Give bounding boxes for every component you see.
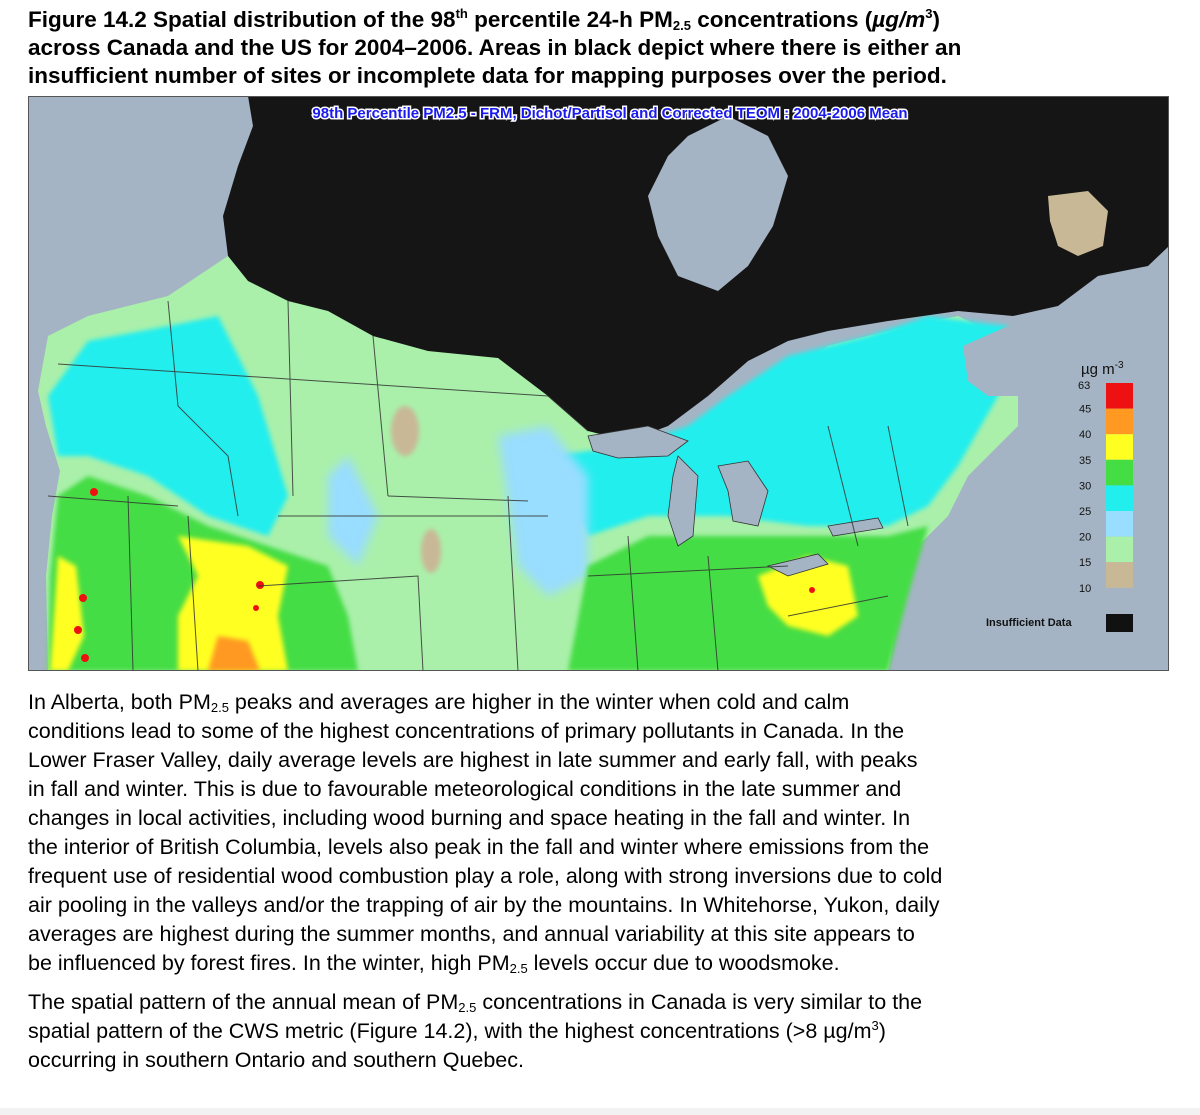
legend-unit-base: µg m xyxy=(1081,361,1115,378)
caption-line-2: across Canada and the US for 2004–2006. Areas in black depict where there is either an xyxy=(28,35,962,60)
paragraph-text: spatial pattern of the CWS metric (Figure 14.2), with the highest concentrations (>8 µg/m xyxy=(28,1019,872,1043)
legend-swatch xyxy=(1106,537,1133,563)
legend-swatch xyxy=(1106,409,1133,435)
legend-bin-label: 35 xyxy=(1079,454,1092,467)
paragraph-line: changes in local activities, including wood burning and space heating in the fall and winter. In xyxy=(28,806,911,830)
legend-swatch xyxy=(1106,511,1133,537)
paragraph-line: averages are highest during the summer months, and annual variability at this site appears to xyxy=(28,922,915,946)
paragraph-line xyxy=(28,949,1178,978)
legend-top-value: 63 xyxy=(1078,380,1091,392)
body-paragraph-1 xyxy=(28,688,1178,978)
hotspot xyxy=(90,488,98,496)
legend-bin-label: 40 xyxy=(1079,429,1092,442)
page-bottom-strip xyxy=(0,1108,1200,1115)
hotspot xyxy=(79,594,87,602)
caption-unit-exponent: 3 xyxy=(925,6,933,21)
hotspot xyxy=(81,654,89,662)
caption-text: Figure 14.2 Spatial distribution of the 98 xyxy=(28,7,456,32)
paragraph-line xyxy=(28,988,1178,1017)
hotspot xyxy=(809,587,815,593)
caption-line-1 xyxy=(28,6,1178,34)
body-paragraph-2 xyxy=(28,988,1178,1075)
paragraph-text: ) xyxy=(878,1019,886,1043)
hotspot xyxy=(256,581,264,589)
paragraph-text: peaks and averages are higher in the winter when cold and calm xyxy=(228,690,850,714)
paragraph-subscript: 2.5 xyxy=(509,961,528,976)
legend-bin-label: 30 xyxy=(1079,480,1092,493)
caption-unit: µg/m xyxy=(872,7,926,32)
legend-bin-label: 25 xyxy=(1079,506,1092,518)
legend-bins xyxy=(1079,383,1133,595)
paragraph-line: air pooling in the valleys and/or the trapping of air by the mountains. In Whitehorse, Yukon, daily xyxy=(28,893,940,917)
hotspot xyxy=(253,605,259,611)
caption-superscript: th xyxy=(455,6,468,21)
caption-text: concentrations ( xyxy=(691,7,873,32)
paragraph-text: levels occur due to woodsmoke. xyxy=(527,951,840,975)
pm25-map xyxy=(28,96,1169,671)
paragraph-text: In Alberta, both PM xyxy=(28,690,211,714)
map-title: 98th Percentile PM2.5 - FRM, Dichot/Partisol and Corrected TEOM : 2004-2006 Mean xyxy=(312,105,908,122)
legend-bin-label: 15 xyxy=(1079,557,1092,570)
legend-bin-label: 20 xyxy=(1079,531,1092,544)
paragraph-line: frequent use of residential wood combustion play a role, along with strong inversions due to cold xyxy=(28,864,943,888)
paragraph-line: Lower Fraser Valley, daily average levels are highest in late summer and early fall, with peaks xyxy=(28,748,918,772)
caption-text: percentile 24-h PM xyxy=(467,7,673,32)
paragraph-line xyxy=(28,1017,1178,1046)
hotspot xyxy=(74,626,82,634)
figure-caption xyxy=(28,6,1178,90)
paragraph-line: conditions lead to some of the highest concentrations of primary pollutants in Canada. In the xyxy=(28,719,905,743)
land-tan-1 xyxy=(391,406,419,456)
paragraph-subscript: 2.5 xyxy=(210,700,229,715)
legend-swatch xyxy=(1106,485,1133,511)
paragraph-text: be influenced by forest fires. In the winter, high PM xyxy=(28,951,510,975)
legend-bin-label: 45 xyxy=(1079,403,1092,416)
caption-line-3: insufficient number of sites or incomplete data for mapping purposes over the period. xyxy=(28,63,947,88)
legend-swatch xyxy=(1106,562,1133,588)
legend-unit-exponent: -3 xyxy=(1114,360,1124,371)
legend-swatch xyxy=(1106,434,1133,460)
caption-subscript: 2.5 xyxy=(672,18,691,33)
paragraph-line xyxy=(28,688,1178,717)
caption-text: ) xyxy=(932,7,940,32)
land-tan-2 xyxy=(421,529,441,573)
legend-swatch xyxy=(1106,460,1133,486)
paragraph-superscript: 3 xyxy=(871,1018,879,1033)
pm25-map-figure xyxy=(28,96,1169,671)
legend-insufficient-swatch xyxy=(1106,614,1133,632)
legend-bin-label: 10 xyxy=(1079,582,1092,595)
paragraph-subscript: 2.5 xyxy=(458,1000,477,1015)
legend-swatch xyxy=(1106,383,1133,409)
paragraph-text: The spatial pattern of the annual mean of PM xyxy=(28,990,459,1014)
paragraph-text: concentrations in Canada is very similar to the xyxy=(476,990,923,1014)
paragraph-line: the interior of British Columbia, levels also peak in the fall and winter where emissions from the xyxy=(28,835,930,859)
paragraph-line: occurring in southern Ontario and southern Quebec. xyxy=(28,1048,524,1072)
legend-insufficient-label: Insufficient Data xyxy=(986,617,1072,629)
paragraph-line: in fall and winter. This is due to favourable meteorological conditions in the late summer and xyxy=(28,777,902,801)
